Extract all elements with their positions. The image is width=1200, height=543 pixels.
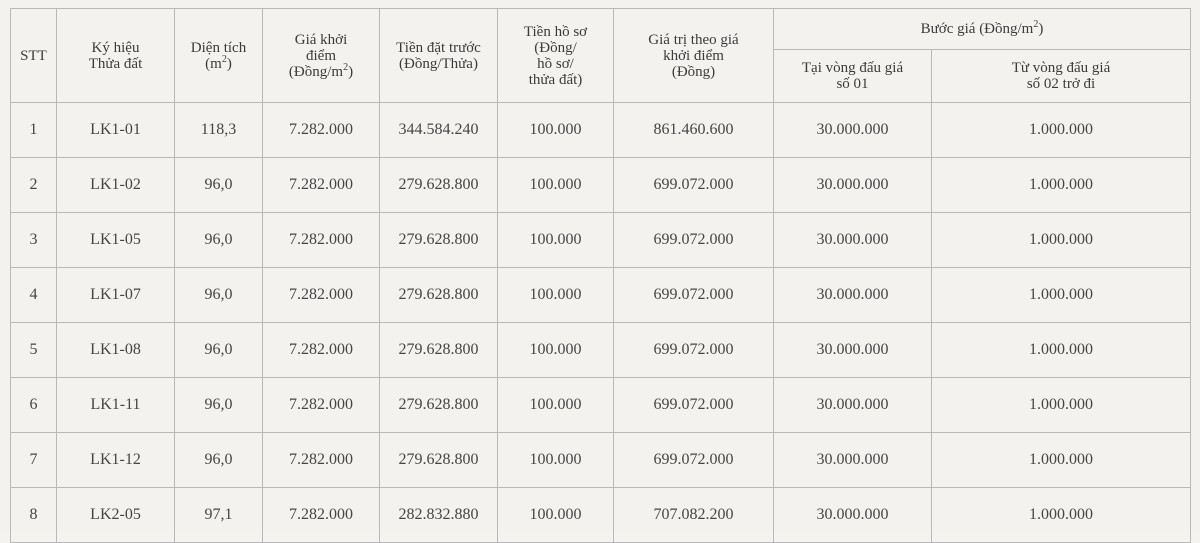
header-vong-01 <box>774 50 932 103</box>
cell-stt: 1 <box>11 103 57 158</box>
cell-tien-dat-truoc: 344.584.240 <box>380 103 498 158</box>
cell-gia-khoi-diem: 7.282.000 <box>263 433 380 488</box>
cell-tien-dat-truoc: 279.628.800 <box>380 268 498 323</box>
cell-tien-ho-so: 100.000 <box>498 323 614 378</box>
cell-tien-dat-truoc: 279.628.800 <box>380 433 498 488</box>
cell-gia-khoi-diem: 7.282.000 <box>263 103 380 158</box>
header-tien-ho-so-line4: thửa đất) <box>528 71 583 88</box>
header-buoc-gia-label: Bước giá (Đồng/m <box>920 21 1034 37</box>
cell-stt: 2 <box>11 158 57 213</box>
cell-tien-dat-truoc: 279.628.800 <box>380 213 498 268</box>
cell-stt: 3 <box>11 213 57 268</box>
cell-gia-khoi-diem: 7.282.000 <box>263 268 380 323</box>
cell-gia-tri: 699.072.000 <box>614 378 774 433</box>
cell-ky-hieu: LK1-02 <box>57 158 175 213</box>
cell-ky-hieu: LK1-05 <box>57 213 175 268</box>
header-ky-hieu-line2: Thửa đất <box>88 55 143 72</box>
cell-ky-hieu: LK1-12 <box>57 433 175 488</box>
header-tien-ho-so-line1: Tiền hồ sơ <box>523 23 588 40</box>
cell-vong-02: 1.000.000 <box>932 433 1191 488</box>
cell-vong-01: 30.000.000 <box>774 488 932 543</box>
cell-vong-02: 1.000.000 <box>932 158 1191 213</box>
table-row <box>11 213 1191 268</box>
header-vong-01-line2: số 01 <box>836 76 869 92</box>
cell-tien-dat-truoc: 282.832.880 <box>380 488 498 543</box>
table-row <box>11 378 1191 433</box>
header-ky-hieu <box>57 9 175 103</box>
cell-tien-ho-so: 100.000 <box>498 378 614 433</box>
cell-dien-tich: 96,0 <box>175 433 263 488</box>
cell-stt: 8 <box>11 488 57 543</box>
cell-tien-ho-so: 100.000 <box>498 488 614 543</box>
cell-ky-hieu: LK1-07 <box>57 268 175 323</box>
cell-vong-02: 1.000.000 <box>932 378 1191 433</box>
cell-stt: 7 <box>11 433 57 488</box>
cell-vong-01: 30.000.000 <box>774 433 932 488</box>
header-vong-02-line2: số 02 trở đi <box>1026 76 1096 92</box>
header-tien-dat-truoc <box>380 9 498 103</box>
cell-tien-dat-truoc: 279.628.800 <box>380 323 498 378</box>
cell-gia-khoi-diem: 7.282.000 <box>263 158 380 213</box>
cell-dien-tich: 96,0 <box>175 268 263 323</box>
header-dien-tich-sup: 2 <box>221 53 227 65</box>
header-gia-khoi-diem-line1: Giá khởi <box>294 31 348 48</box>
cell-vong-02: 1.000.000 <box>932 488 1191 543</box>
table-row <box>11 158 1191 213</box>
cell-gia-tri: 699.072.000 <box>614 323 774 378</box>
cell-vong-02: 1.000.000 <box>932 103 1191 158</box>
header-stt-label: STT <box>20 47 47 64</box>
header-vong-01-line1: Tại vòng đấu giá <box>801 60 904 76</box>
cell-gia-khoi-diem: 7.282.000 <box>263 378 380 433</box>
table-row <box>11 103 1191 158</box>
cell-gia-khoi-diem: 7.282.000 <box>263 213 380 268</box>
table-body <box>11 103 1191 543</box>
header-dien-tich <box>175 9 263 103</box>
cell-vong-01: 30.000.000 <box>774 268 932 323</box>
table-row <box>11 323 1191 378</box>
header-dien-tich-line1: Diện tích <box>190 39 247 56</box>
cell-gia-tri: 699.072.000 <box>614 158 774 213</box>
cell-vong-01: 30.000.000 <box>774 378 932 433</box>
cell-gia-tri: 699.072.000 <box>614 213 774 268</box>
cell-vong-01: 30.000.000 <box>774 158 932 213</box>
cell-stt: 5 <box>11 323 57 378</box>
cell-tien-ho-so: 100.000 <box>498 433 614 488</box>
cell-gia-tri: 861.460.600 <box>614 103 774 158</box>
table-row <box>11 488 1191 543</box>
cell-vong-01: 30.000.000 <box>774 323 932 378</box>
header-tien-ho-so-line2: (Đồng/ <box>534 39 577 56</box>
header-tien-dat-truoc-line2: (Đồng/Thửa) <box>399 55 478 72</box>
header-vong-02 <box>932 50 1191 103</box>
cell-stt: 4 <box>11 268 57 323</box>
header-tien-ho-so-line3: hồ sơ/ <box>537 55 574 72</box>
cell-vong-01: 30.000.000 <box>774 213 932 268</box>
cell-dien-tich: 97,1 <box>175 488 263 543</box>
header-buoc-gia-sup: 2 <box>1033 19 1039 30</box>
header-stt <box>11 9 57 103</box>
header-gia-tri-line2: khởi điểm <box>663 47 724 64</box>
cell-tien-dat-truoc: 279.628.800 <box>380 378 498 433</box>
header-tien-ho-so <box>498 9 614 103</box>
cell-gia-khoi-diem: 7.282.000 <box>263 488 380 543</box>
cell-dien-tich: 96,0 <box>175 378 263 433</box>
cell-dien-tich: 96,0 <box>175 213 263 268</box>
cell-gia-khoi-diem: 7.282.000 <box>263 323 380 378</box>
header-dien-tich-close: ) <box>226 55 232 72</box>
cell-dien-tich: 118,3 <box>175 103 263 158</box>
table-row <box>11 268 1191 323</box>
cell-tien-ho-so: 100.000 <box>498 158 614 213</box>
cell-tien-ho-so: 100.000 <box>498 268 614 323</box>
header-buoc-gia <box>774 9 1191 50</box>
header-buoc-gia-close: ) <box>1038 21 1044 37</box>
cell-dien-tich: 96,0 <box>175 323 263 378</box>
header-ky-hieu-line1: Ký hiệu <box>91 39 140 56</box>
cell-ky-hieu: LK2-05 <box>57 488 175 543</box>
header-vong-02-line1: Từ vòng đấu giá <box>1011 60 1111 76</box>
cell-tien-ho-so: 100.000 <box>498 103 614 158</box>
header-gia-khoi-diem <box>263 9 380 103</box>
cell-vong-02: 1.000.000 <box>932 213 1191 268</box>
cell-gia-tri: 699.072.000 <box>614 433 774 488</box>
cell-gia-tri: 707.082.200 <box>614 488 774 543</box>
header-gia-tri-line3: (Đồng) <box>671 63 716 80</box>
header-gia-tri-line1: Giá trị theo giá <box>648 31 739 48</box>
cell-vong-02: 1.000.000 <box>932 268 1191 323</box>
cell-ky-hieu: LK1-11 <box>57 378 175 433</box>
header-gia-khoi-diem-line2: điểm <box>306 47 336 64</box>
header-gia-khoi-diem-close: ) <box>348 63 354 80</box>
table-header-row <box>11 9 1191 50</box>
header-gia-tri <box>614 9 774 103</box>
cell-stt: 6 <box>11 378 57 433</box>
land-auction-table <box>10 8 1191 543</box>
cell-ky-hieu: LK1-01 <box>57 103 175 158</box>
cell-tien-ho-so: 100.000 <box>498 213 614 268</box>
header-gia-khoi-diem-sup: 2 <box>343 61 349 73</box>
header-tien-dat-truoc-line1: Tiền đặt trước <box>396 39 481 56</box>
cell-ky-hieu: LK1-08 <box>57 323 175 378</box>
header-dien-tich-unit: (m <box>205 55 222 72</box>
cell-vong-01: 30.000.000 <box>774 103 932 158</box>
table-row <box>11 433 1191 488</box>
cell-gia-tri: 699.072.000 <box>614 268 774 323</box>
cell-tien-dat-truoc: 279.628.800 <box>380 158 498 213</box>
header-gia-khoi-diem-unit: (Đồng/m <box>288 63 344 80</box>
cell-vong-02: 1.000.000 <box>932 323 1191 378</box>
cell-dien-tich: 96,0 <box>175 158 263 213</box>
